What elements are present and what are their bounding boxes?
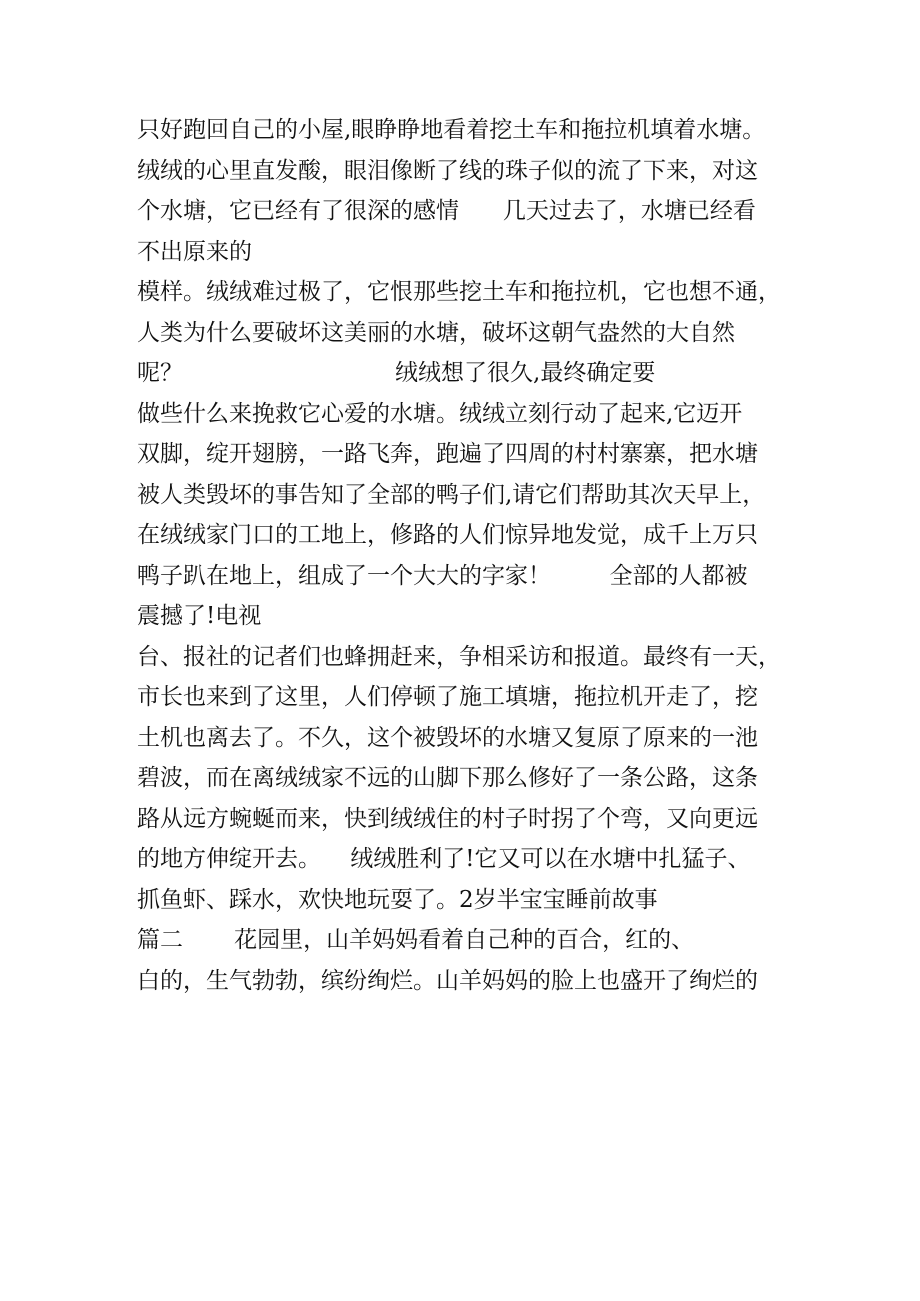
text-line: 被人类毁坏的事告知了全部的鸭子们,请它们帮助其次天早上，: [137, 481, 766, 508]
text-line: 个水塘，它已经有了很深的感情 几天过去了，水塘已经看: [137, 198, 756, 224]
text-line: 震撼了!电视: [137, 603, 262, 629]
text-line: 路从远方蜿蜒而来，快到绒绒住的村子时拐了个弯，又向更远: [137, 805, 758, 832]
story-text: [137, 110, 820, 1001]
text-line: 市长也来到了这里，人们停顿了施工填塘，拖拉机开走了，挖: [137, 684, 758, 710]
text-line: 双脚，绽开翅膀，一路飞奔，跑遍了四周的村村寨寨，把水塘: [137, 441, 758, 467]
text-line: 在绒绒家门口的工地上，修路的人们惊异地发觉，成千上万只: [137, 522, 758, 548]
text-line: 人类为什么要破坏这美丽的水塘，破坏这朝气盎然的大自然: [137, 319, 735, 346]
text-line: 绒绒的心里直发酸，眼泪像断了线的珠子似的流了下来，对这: [137, 157, 758, 184]
text-line: 呢？ 绒绒想了很久,最终确定要: [137, 360, 656, 386]
text-line: 只好跑回自己的小屋,眼睁睁地看着挖土车和拖拉机填着水塘。: [137, 117, 766, 143]
text-line: 碧波，而在离绒绒家不远的山脚下那么修好了一条公路，这条: [137, 765, 758, 791]
text-line: 不出原来的: [137, 238, 252, 265]
text-line: 做些什么来挽救它心爱的水塘。绒绒立刻行动了起来,它迈开: [137, 400, 743, 427]
text-line: 鸭子趴在地上，组成了一个大大的字家！ 全部的人都被: [137, 562, 748, 589]
text-line: 台、报社的记者们也蜂拥赶来，争相采访和报道。最终有一天，: [137, 643, 781, 670]
text-line: 抓鱼虾、踩水，欢快地玩耍了。2岁半宝宝睡前故事: [137, 886, 658, 913]
text-line: 白的，生气勃勃，缤纷绚烂。山羊妈妈的脸上也盛开了绚烂的: [137, 967, 758, 994]
text-line: 篇二 花园里，山羊妈妈看着自己种的百合，红的、: [137, 927, 695, 953]
text-line: 模样。绒绒难过极了，它恨那些挖土车和拖拉机，它也想不通，: [137, 279, 781, 305]
text-line: 土机也离去了。不久，这个被毁坏的水塘又复原了原来的一池: [137, 724, 758, 751]
text-line: 的地方伸绽开去。 绒绒胜利了!它又可以在水塘中扎猛子、: [137, 846, 751, 872]
